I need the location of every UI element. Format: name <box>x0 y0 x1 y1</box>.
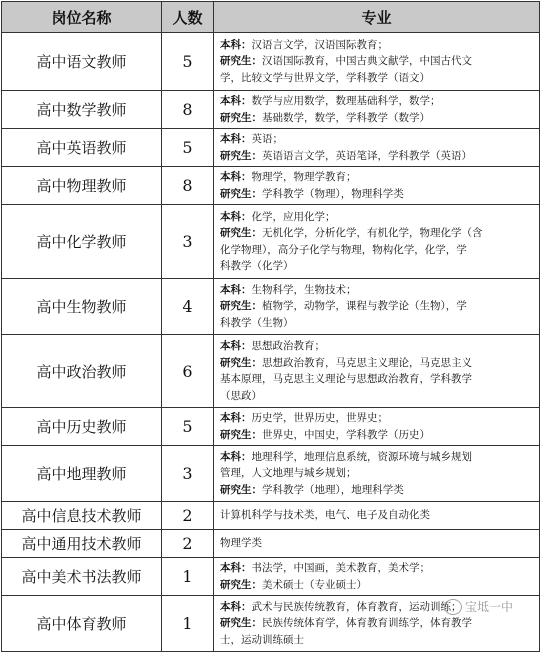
degree-label: 研究生： <box>220 187 262 200</box>
major-line <box>220 507 535 524</box>
major-line <box>220 577 535 594</box>
major-text: 历史学，世界历史，世界史； <box>251 412 388 424</box>
major-text: 基本原理，马克思主义理论与思想政治教育，学科教学 <box>220 373 472 385</box>
major-text: 管理，人文地理与城乡规划； <box>220 467 357 480</box>
table-row <box>2 205 540 279</box>
major-requirements <box>214 558 540 596</box>
major-text: 书法学，中国画，美术教育，美术学； <box>251 562 430 574</box>
major-line <box>220 53 535 70</box>
major-text: 物理学类 <box>220 537 262 550</box>
degree-label: 本科： <box>220 210 252 223</box>
position-name: 高中通用技术教师 <box>2 530 162 558</box>
table-row <box>2 446 540 502</box>
table-row <box>2 167 540 205</box>
table-row <box>2 530 540 558</box>
major-line <box>220 186 535 203</box>
degree-label: 研究生： <box>220 111 262 124</box>
table-row <box>2 33 540 91</box>
degree-label: 本科： <box>220 450 252 463</box>
watermark <box>444 598 513 615</box>
position-name: 高中生物教师 <box>2 279 162 335</box>
major-line <box>220 242 535 259</box>
degree-label: 研究生： <box>220 578 262 591</box>
position-name: 高中英语教师 <box>2 129 162 167</box>
major-line <box>220 110 535 127</box>
position-name: 高中信息技术教师 <box>2 502 162 530</box>
degree-label: 研究生： <box>220 149 262 162</box>
major-text: 物理学，物理学教育； <box>251 171 357 183</box>
major-line <box>220 258 535 275</box>
major-line <box>220 427 535 444</box>
major-line <box>220 371 535 388</box>
header-count: 人数 <box>162 2 214 33</box>
major-line <box>220 410 535 427</box>
major-text: 武术与民族传统教育，体育教育，运动训练； <box>251 600 462 613</box>
position-count: 6 <box>162 335 214 408</box>
wechat-icon <box>444 599 462 615</box>
major-requirements <box>214 530 540 558</box>
degree-label: 本科： <box>220 340 252 352</box>
major-text: 英语语言文学，英语笔译，学科教学（英语） <box>262 149 472 162</box>
major-text: 化学物理），高分子化学与物理，物构化学，化学，学 <box>220 243 467 256</box>
major-text: 基础数学，数学，学科教学（数学） <box>262 111 430 124</box>
major-line <box>220 632 535 649</box>
major-text: 计算机科学与技术类，电气、电子及自动化类 <box>220 509 430 522</box>
table-row <box>2 129 540 167</box>
major-line <box>220 355 535 372</box>
major-line <box>220 93 535 110</box>
degree-label: 研究生： <box>220 428 262 441</box>
major-requirements <box>214 502 540 530</box>
degree-label: 研究生： <box>220 55 262 68</box>
major-text: 生物科学，生物技术； <box>251 283 357 296</box>
position-count: 8 <box>162 167 214 205</box>
major-requirements <box>214 167 540 205</box>
major-text: 学科教学（物理），物理科学类 <box>262 187 404 200</box>
degree-label: 本科： <box>220 38 252 51</box>
major-line <box>220 482 535 499</box>
degree-label: 本科： <box>220 600 252 613</box>
table-row <box>2 279 540 335</box>
table-row <box>2 558 540 596</box>
header-row <box>2 2 540 33</box>
major-line <box>220 298 535 315</box>
position-count: 2 <box>162 530 214 558</box>
position-count: 1 <box>162 596 214 652</box>
major-line <box>220 338 535 355</box>
major-text: 学，比较文学与世界文学，学科教学（语文） <box>220 71 430 84</box>
major-text: 地理科学，地理信息系统，资源环境与城乡规划 <box>251 450 472 463</box>
major-line <box>220 225 535 242</box>
degree-label: 本科： <box>220 562 252 574</box>
degree-label: 研究生： <box>220 356 262 369</box>
major-requirements <box>214 205 540 279</box>
table-row <box>2 91 540 129</box>
major-text: 科教学（化学） <box>220 260 294 272</box>
position-count: 1 <box>162 558 214 596</box>
major-line <box>220 70 535 87</box>
degree-label: 本科： <box>220 171 252 183</box>
major-text: 植物学，动物学，课程与教学论（生物），学 <box>262 300 467 313</box>
degree-label: 研究生： <box>220 617 262 630</box>
position-name: 高中地理教师 <box>2 446 162 502</box>
major-text: 英语； <box>251 133 283 145</box>
major-requirements <box>214 129 540 167</box>
major-text: 汉语言文学，汉语国际教育； <box>251 38 388 51</box>
major-requirements <box>214 33 540 91</box>
major-line <box>220 315 535 332</box>
degree-label: 本科： <box>220 133 252 145</box>
major-text: 科教学（生物） <box>220 316 294 329</box>
degree-label: 研究生： <box>220 300 262 313</box>
position-count: 5 <box>162 129 214 167</box>
major-line <box>220 535 535 552</box>
position-name: 高中数学教师 <box>2 91 162 129</box>
degree-label: 研究生： <box>220 483 262 496</box>
major-text: 士，运动训练硕士 <box>220 633 304 646</box>
table-body <box>2 33 540 652</box>
major-text: 民族传统体育学，体育教育训练学，体育教学 <box>262 617 472 630</box>
degree-label: 本科： <box>220 412 252 424</box>
major-requirements <box>214 335 540 408</box>
position-count: 5 <box>162 408 214 446</box>
major-text: 数学与应用数学，数理基础科学，数学； <box>251 95 441 107</box>
position-name: 高中体育教师 <box>2 596 162 652</box>
position-count: 2 <box>162 502 214 530</box>
watermark-text: 宝坻一中 <box>465 600 514 614</box>
position-count: 4 <box>162 279 214 335</box>
major-line <box>220 615 535 632</box>
header-major: 专业 <box>214 2 540 33</box>
position-name: 高中历史教师 <box>2 408 162 446</box>
degree-label: 本科： <box>220 95 252 107</box>
header-position: 岗位名称 <box>2 2 162 33</box>
major-text: 思想政治教育，马克思主义理论，马克思主义 <box>262 356 472 369</box>
major-line <box>220 465 535 482</box>
major-line <box>220 169 535 186</box>
major-text: 化学，应用化学； <box>251 210 336 223</box>
major-line <box>220 209 535 226</box>
position-count: 3 <box>162 446 214 502</box>
major-requirements <box>214 446 540 502</box>
major-text: 汉语国际教育，中国古典文献学，中国古代文 <box>262 55 472 68</box>
major-requirements <box>214 279 540 335</box>
major-line <box>220 131 535 148</box>
major-text: （思政） <box>220 389 262 402</box>
position-name: 高中语文教师 <box>2 33 162 91</box>
major-line <box>220 148 535 165</box>
position-count: 3 <box>162 205 214 279</box>
position-name: 高中政治教师 <box>2 335 162 408</box>
position-count: 5 <box>162 33 214 91</box>
major-requirements <box>214 408 540 446</box>
major-text: 无机化学，分析化学，有机化学，物理化学（含 <box>262 227 483 239</box>
table-row <box>2 408 540 446</box>
major-line <box>220 282 535 299</box>
major-text: 世界史，中国史，学科教学（历史） <box>262 428 430 441</box>
major-line <box>220 388 535 405</box>
major-requirements <box>214 91 540 129</box>
recruitment-table <box>1 1 540 652</box>
major-text: 美术硕士（专业硕士） <box>262 578 367 591</box>
degree-label: 研究生： <box>220 227 262 239</box>
position-name: 高中物理教师 <box>2 167 162 205</box>
table-row <box>2 335 540 408</box>
major-text: 思想政治教育； <box>251 340 325 352</box>
position-count: 8 <box>162 91 214 129</box>
major-line <box>220 37 535 54</box>
degree-label: 本科： <box>220 283 252 296</box>
major-line <box>220 449 535 466</box>
major-text: 学科教学（地理），地理科学类 <box>262 483 404 496</box>
table-row <box>2 502 540 530</box>
major-line <box>220 560 535 577</box>
position-name: 高中化学教师 <box>2 205 162 279</box>
position-name: 高中美术书法教师 <box>2 558 162 596</box>
